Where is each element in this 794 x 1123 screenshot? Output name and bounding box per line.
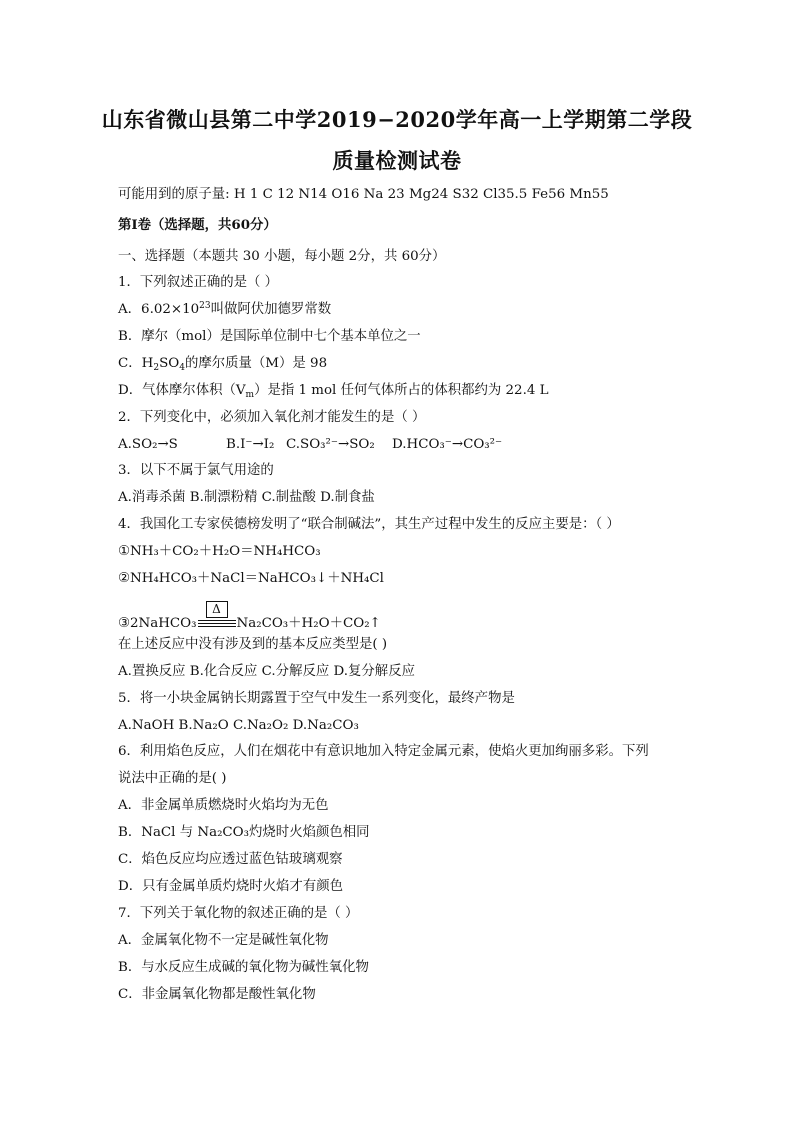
- q1-stem: 1．下列叙述正确的是（ ）: [118, 275, 279, 290]
- heating-condition-sign: Δ: [198, 607, 236, 631]
- q2-option-b: B.I⁻→I₂: [226, 437, 275, 452]
- q7-option-a: A．金属氧化物不一定是碱性氧化物: [118, 933, 329, 948]
- q1-option-b: B．摩尔（mol）是国际单位制中七个基本单位之一: [118, 329, 421, 344]
- exam-title-line1: 山东省微山县第二中学2019−2020学年高一上学期第二学段: [101, 107, 693, 132]
- q1-option-a: A．$6.02\times 10^{23}$叫做阿伏加德罗常数: [118, 301, 332, 317]
- q4-stem: 4．我国化工专家侯德榜发明了“联合制碱法”，其生产过程中发生的反应主要是：（ ）: [118, 517, 620, 532]
- atomic-masses: 可能用到的原子量: H 1 C 12 N14 O16 Na 23 Mg24 S32 Cl35.5 Fe56 Mn55: [118, 187, 609, 202]
- q6-stem-line2: 说法中正确的是( ): [118, 771, 227, 786]
- q2-option-c: C.SO₃²⁻→SO₂: [286, 437, 375, 452]
- q6-option-b: B．NaCl 与 Na₂CO₃灼烧时火焰颜色相同: [118, 825, 370, 840]
- exam-title-line2: 质量检测试卷: [332, 148, 462, 173]
- q5-options: A.NaOH B.Na₂O C.Na₂O₂ D.Na₂CO₃: [118, 718, 359, 733]
- q3-options: A.消毒杀菌 B.制漂粉精 C.制盐酸 D.制食盐: [118, 490, 375, 505]
- q6-option-d: D．只有金属单质灼烧时火焰才有颜色: [118, 879, 343, 894]
- q4-reaction-2: ②NH₄HCO₃＋NaCl＝NaHCO₃↓＋NH₄Cl: [118, 571, 384, 586]
- q1-option-d: D．气体摩尔体积$(V_m)$是指 1 mol 任何气体所占的体积都约为 22.4 L: [118, 383, 549, 400]
- q5-stem: 5．将一小块金属钠长期露置于空气中发生一系列变化，最终产物是: [118, 691, 515, 706]
- section-title: 第Ⅰ卷（选择题，共60分）: [118, 217, 277, 233]
- q4-question: 在上述反应中没有涉及到的基本反应类型是( ): [118, 637, 388, 652]
- q2-option-a: A.SO₂→S: [118, 437, 178, 452]
- part-instructions: 一、选择题（本题共 30 小题，每小题 2分，共 60分）: [118, 249, 446, 264]
- q3-stem: 3．以下不属于氯气用途的: [118, 463, 274, 478]
- q7-option-c: C．非金属氧化物都是酸性氧化物: [118, 987, 316, 1002]
- q4-reaction-3: ③2NaHCO₃ Δ Na₂CO₃＋H₂O＋CO₂↑: [118, 602, 381, 631]
- q1-option-c: C．$H_2SO_4$的摩尔质量（M）是 98: [118, 356, 328, 373]
- q6-option-a: A．非金属单质燃烧时火焰均为无色: [118, 798, 329, 813]
- q6-option-c: C．焰色反应均应透过蓝色钴玻璃观察: [118, 852, 343, 867]
- q7-option-b: B．与水反应生成碱的氧化物为碱性氧化物: [118, 960, 369, 975]
- q6-stem-line1: 6．利用焰色反应，人们在烟花中有意识地加入特定金属元素，使焰火更加绚丽多彩。下列: [118, 744, 649, 759]
- q2-option-d: D.HCO₃⁻→CO₃²⁻: [392, 437, 503, 452]
- q4-options: A.置换反应 B.化合反应 C.分解反应 D.复分解反应: [118, 664, 415, 679]
- q7-stem: 7．下列关于氧化物的叙述正确的是（ ）: [118, 906, 359, 921]
- q4-reaction-1: ①NH₃＋CO₂＋H₂O＝NH₄HCO₃: [118, 544, 321, 559]
- q2-stem: 2．下列变化中，必须加入氧化剂才能发生的是（ ）: [118, 410, 426, 425]
